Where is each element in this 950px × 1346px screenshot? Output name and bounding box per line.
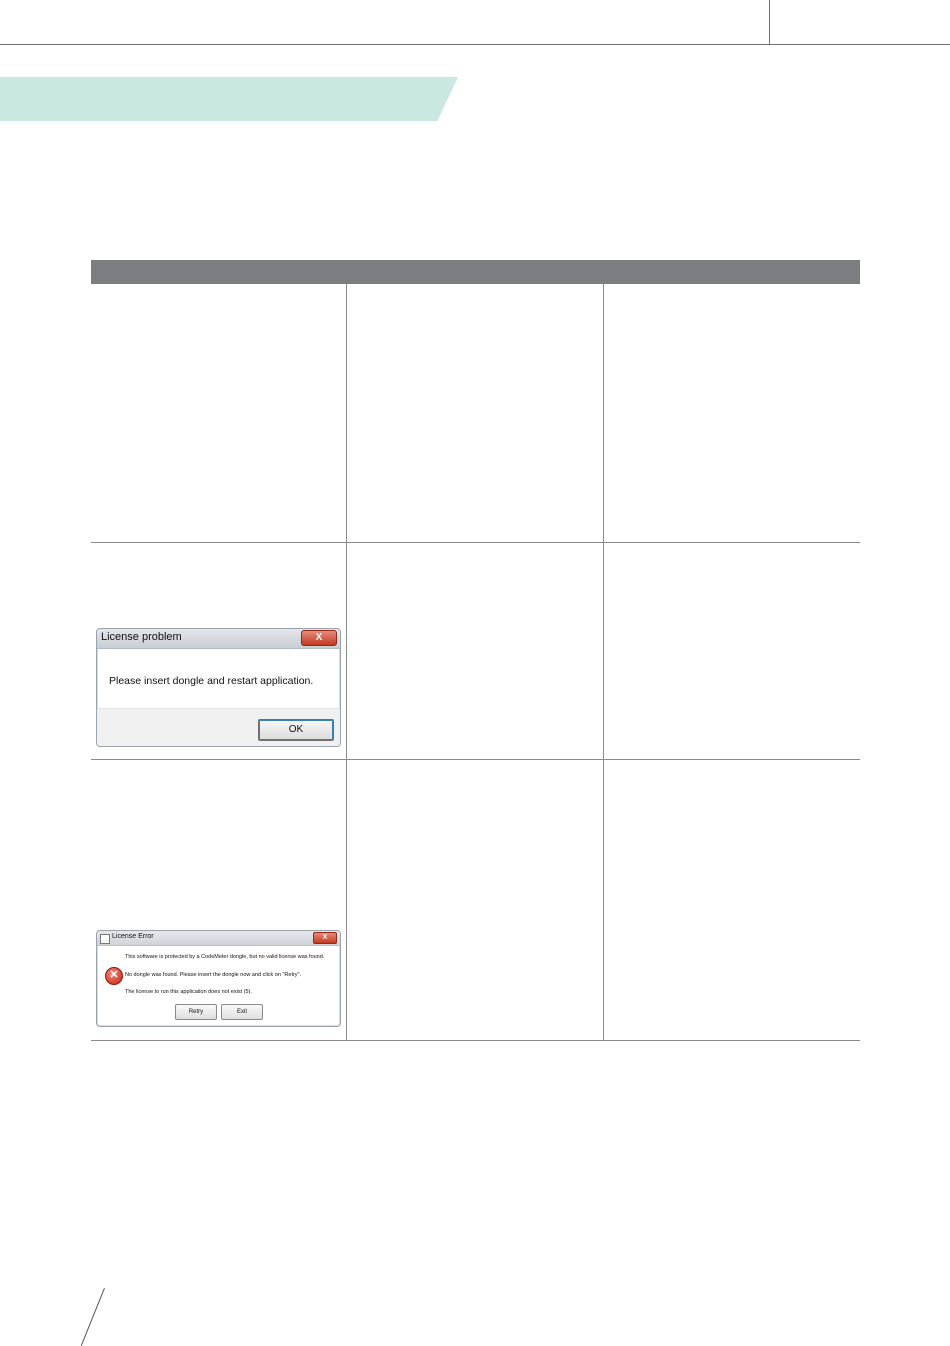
- dialog-title: License Error: [112, 933, 154, 940]
- error-message-line-3: The license to run this application does not exist (5).: [125, 989, 252, 995]
- dialog-message: Please insert dongle and restart application.: [109, 675, 314, 687]
- section-banner: [0, 77, 458, 121]
- ok-button[interactable]: OK: [258, 719, 334, 741]
- table-header-bar: [91, 260, 860, 284]
- row-divider-1: [91, 542, 860, 543]
- dialog-titlebar: [97, 931, 340, 946]
- exit-button[interactable]: Exit: [221, 1004, 263, 1020]
- row-divider-2: [91, 759, 860, 760]
- dialog-footer: [97, 708, 340, 746]
- license-error-dialog: [96, 930, 341, 1027]
- close-icon[interactable]: X: [313, 932, 337, 944]
- page-corner-slash: [81, 1288, 105, 1346]
- app-icon: [100, 934, 110, 944]
- retry-button[interactable]: Retry: [175, 1004, 217, 1020]
- header-rule: [0, 44, 950, 45]
- license-problem-dialog: [96, 628, 341, 747]
- error-icon: ✕: [105, 967, 123, 985]
- header-tick-line: [769, 0, 770, 44]
- error-message-line-2: No dongle was found. Please insert the dongle now and click on "Retry".: [125, 972, 302, 978]
- dialog-title: License problem: [101, 631, 182, 643]
- error-message-line-1: This software is protected by a CodeMeter dongle, but no valid license was found.: [125, 954, 325, 960]
- column-divider-2: [603, 284, 604, 1041]
- row-divider-3: [91, 1040, 860, 1041]
- column-divider-1: [346, 284, 347, 1041]
- dialog-titlebar: [97, 629, 340, 649]
- close-icon[interactable]: X: [301, 630, 337, 646]
